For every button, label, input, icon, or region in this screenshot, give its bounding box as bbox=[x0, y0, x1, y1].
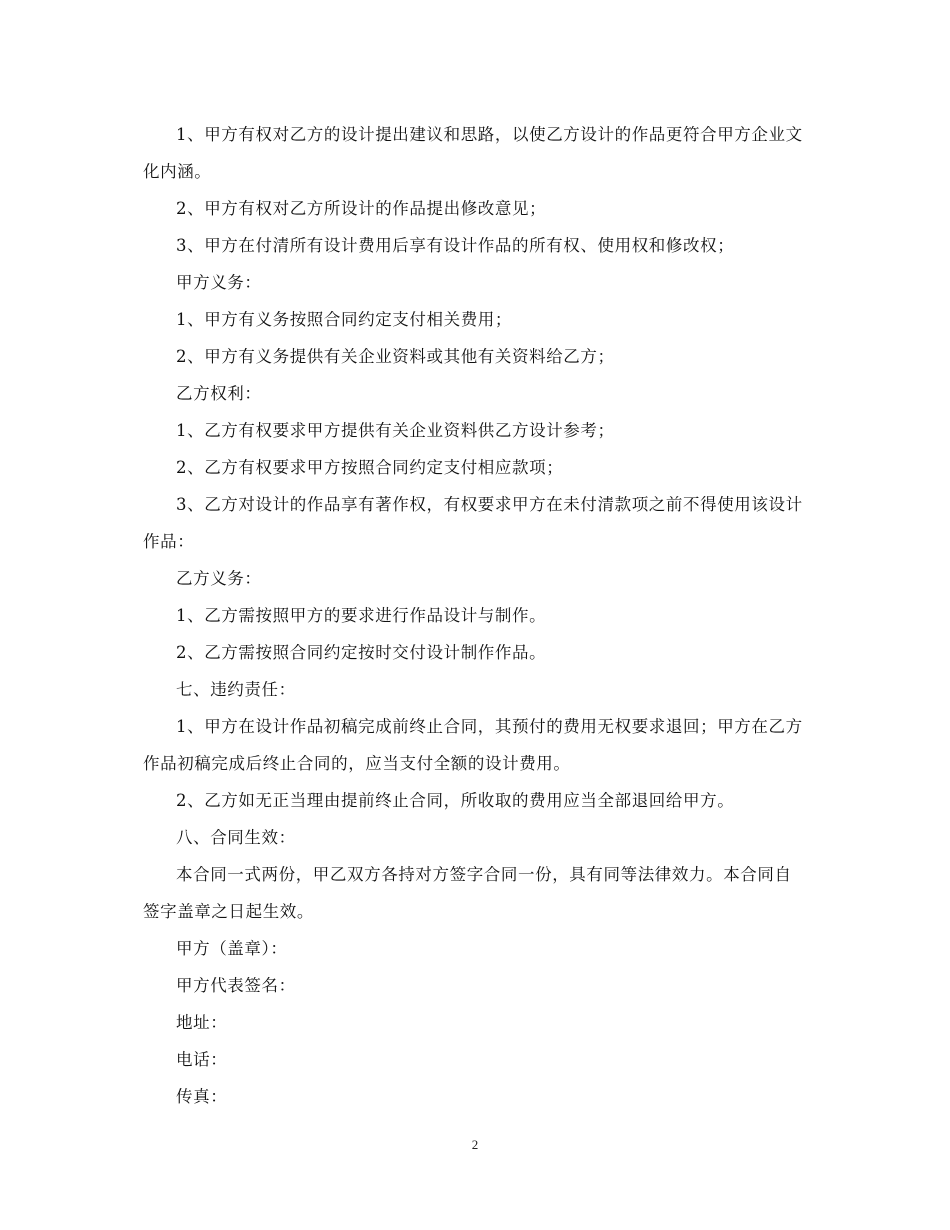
paragraph-breach-1: 1、甲方在设计作品初稿完成前终止合同，其预付的费用无权要求退回；甲方在乙方作品初稿完成后终止合同的，应当支付全额的设计费用。 bbox=[143, 717, 803, 773]
heading-party-a-obligations: 甲方义务： bbox=[176, 273, 262, 292]
paragraph-breach-2: 2、乙方如无正当理由提前终止合同，所收取的费用应当全部退回给甲方。 bbox=[176, 791, 735, 810]
paragraph-party-b-right-2: 2、乙方有权要求甲方按照合同约定支付相应款项； bbox=[176, 458, 564, 477]
signature-party-a-representative: 甲方代表签名： bbox=[176, 976, 296, 995]
signature-address: 地址： bbox=[176, 1013, 228, 1032]
paragraph-contract-effect: 本合同一式两份，甲乙双方各持对方签字合同一份，具有同等法律效力。本合同自签字盖章之日起生效。 bbox=[143, 865, 792, 921]
signature-party-a-seal: 甲方（盖章）： bbox=[176, 939, 288, 958]
paragraph-party-b-obligation-1: 1、乙方需按照甲方的要求进行作品设计与制作。 bbox=[176, 606, 547, 625]
signature-fax: 传真： bbox=[176, 1087, 228, 1106]
page-number: 2 bbox=[471, 1137, 479, 1152]
paragraph-party-b-right-1: 1、乙方有权要求甲方提供有关企业资料供乙方设计参考； bbox=[176, 421, 615, 440]
document-body bbox=[143, 116, 807, 1115]
paragraph-party-b-right-3: 3、乙方对设计的作品享有著作权，有权要求甲方在未付清款项之前不得使用该设计作品： bbox=[143, 495, 803, 551]
paragraph-party-a-right-1: 1、甲方有权对乙方的设计提出建议和思路，以使乙方设计的作品更符合甲方企业文化内涵。 bbox=[143, 125, 803, 181]
paragraph-party-a-obligation-1: 1、甲方有义务按照合同约定支付相关费用； bbox=[176, 310, 512, 329]
paragraph-party-a-obligation-2: 2、甲方有义务提供有关企业资料或其他有关资料给乙方； bbox=[176, 347, 615, 366]
paragraph-party-a-right-3: 3、甲方在付清所有设计费用后享有设计作品的所有权、使用权和修改权； bbox=[176, 236, 735, 255]
paragraph-party-a-right-2: 2、甲方有权对乙方所设计的作品提出修改意见； bbox=[176, 199, 547, 218]
heading-party-b-obligations: 乙方义务： bbox=[176, 569, 262, 588]
heading-breach-liability: 七、违约责任： bbox=[176, 680, 296, 699]
heading-party-b-rights: 乙方权利： bbox=[176, 384, 262, 403]
signature-phone: 电话： bbox=[176, 1050, 228, 1069]
paragraph-party-b-obligation-2: 2、乙方需按照合同约定按时交付设计制作作品。 bbox=[176, 643, 547, 662]
heading-contract-effect: 八、合同生效： bbox=[176, 828, 296, 847]
